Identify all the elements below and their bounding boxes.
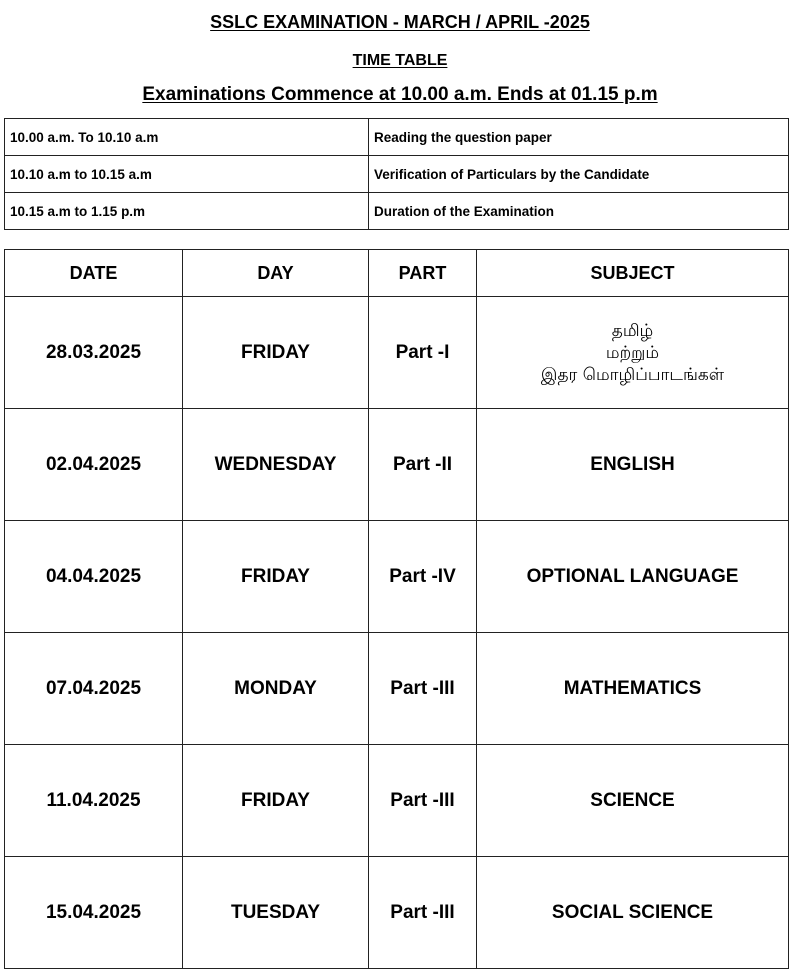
- timing-time: 10.00 a.m. To 10.10 a.m: [5, 119, 369, 156]
- cell-day: WEDNESDAY: [183, 409, 369, 521]
- cell-part: Part -I: [369, 297, 477, 409]
- table-row: [5, 857, 789, 969]
- cell-date: 15.04.2025: [5, 857, 183, 969]
- cell-part: Part -III: [369, 633, 477, 745]
- cell-day: FRIDAY: [183, 745, 369, 857]
- cell-date: 02.04.2025: [5, 409, 183, 521]
- cell-subject: SCIENCE: [477, 745, 789, 857]
- table-row: [5, 409, 789, 521]
- timing-row: [5, 119, 789, 156]
- subject-line: இதர மொழிப்பாடங்கள்: [540, 364, 725, 385]
- cell-subject: SOCIAL SCIENCE: [477, 857, 789, 969]
- column-header-subject: SUBJECT: [477, 250, 789, 297]
- cell-date: 04.04.2025: [5, 521, 183, 633]
- subject-line: மற்றும்: [605, 342, 660, 363]
- column-header-day: DAY: [183, 250, 369, 297]
- table-row: [5, 521, 789, 633]
- table-row: [5, 633, 789, 745]
- timing-activity: Verification of Particulars by the Candidate: [369, 156, 789, 193]
- exam-schedule-table: [4, 249, 789, 969]
- timing-time: 10.10 a.m to 10.15 a.m: [5, 156, 369, 193]
- table-row: [5, 745, 789, 857]
- cell-date: 28.03.2025: [5, 297, 183, 409]
- cell-part: Part -III: [369, 857, 477, 969]
- subject-line: தமிழ்: [611, 320, 654, 341]
- cell-subject: [477, 297, 789, 409]
- exam-timing-heading: Examinations Commence at 10.00 a.m. Ends at 01.15 p.m: [142, 84, 658, 105]
- cell-subject: MATHEMATICS: [477, 633, 789, 745]
- timing-row: [5, 156, 789, 193]
- cell-day: FRIDAY: [183, 297, 369, 409]
- page-subtitle: TIME TABLE: [352, 52, 448, 69]
- cell-day: TUESDAY: [183, 857, 369, 969]
- timing-row: [5, 193, 789, 230]
- table-row: [5, 297, 789, 409]
- cell-date: 11.04.2025: [5, 745, 183, 857]
- cell-date: 07.04.2025: [5, 633, 183, 745]
- timing-activity: Duration of the Examination: [369, 193, 789, 230]
- cell-part: Part -IV: [369, 521, 477, 633]
- cell-day: MONDAY: [183, 633, 369, 745]
- page-title: SSLC EXAMINATION - MARCH / APRIL -2025: [210, 12, 590, 32]
- cell-subject: OPTIONAL LANGUAGE: [477, 521, 789, 633]
- timing-time: 10.15 a.m to 1.15 p.m: [5, 193, 369, 230]
- cell-part: Part -II: [369, 409, 477, 521]
- cell-part: Part -III: [369, 745, 477, 857]
- column-header-part: PART: [369, 250, 477, 297]
- column-header-date: DATE: [5, 250, 183, 297]
- cell-subject: ENGLISH: [477, 409, 789, 521]
- timing-activity: Reading the question paper: [369, 119, 789, 156]
- timing-table: [4, 118, 789, 230]
- schedule-header-row: [5, 250, 789, 297]
- cell-day: FRIDAY: [183, 521, 369, 633]
